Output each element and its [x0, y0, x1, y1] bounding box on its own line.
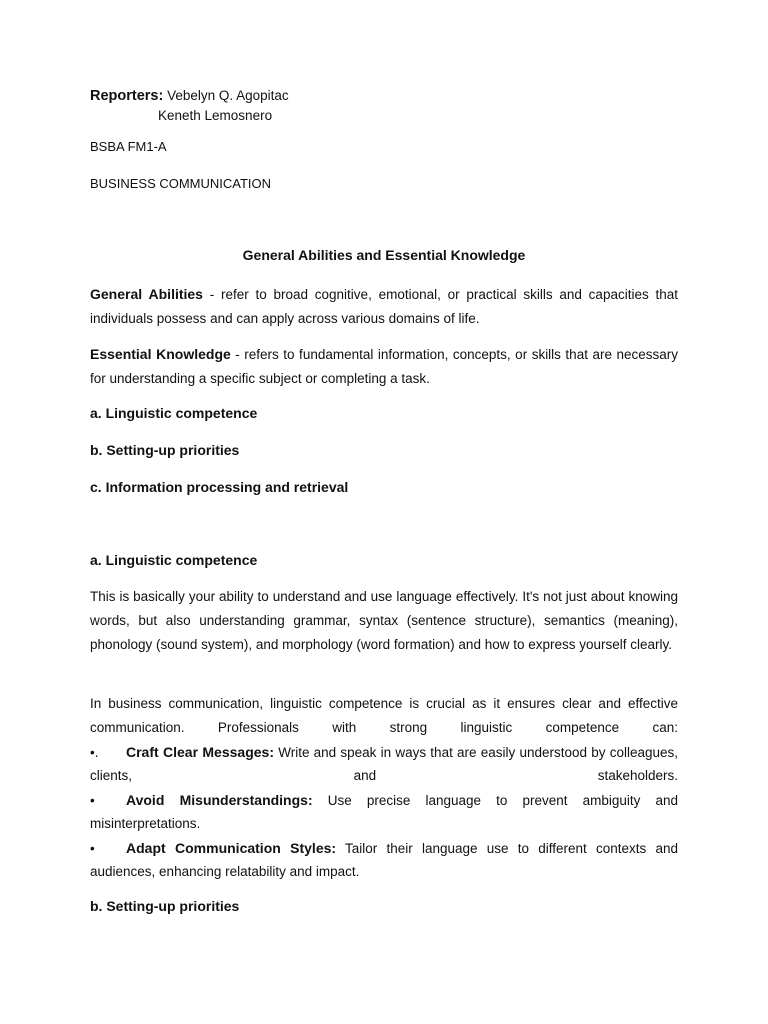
course-section: BSBA FM1-A: [90, 139, 167, 154]
bullet-marker: •: [90, 841, 95, 856]
bullet-item: [90, 740, 678, 764]
bullet-marker: •: [90, 793, 95, 808]
reporter-name-1: Vebelyn Q. Agopitac: [167, 88, 289, 103]
bullet-text: Tailor their language use to different contexts and: [345, 841, 678, 856]
bullet-continuation: audiences, enhancing relatability and impact.: [90, 864, 360, 879]
topic-item: b. Setting-up priorities: [90, 442, 240, 458]
topic-item: c. Information processing and retrieval: [90, 479, 349, 495]
definition-text: - refers to fundamental information, concepts, or skills that are necessary for understanding a specific subject or completing a task.: [90, 347, 678, 386]
definition-term: Essential Knowledge: [90, 346, 231, 362]
intro-line-1: In business communication, linguistic competence is crucial as it ensures clear and effective: [90, 696, 678, 711]
intro-line-2: communication. Professionals with strong linguistic competence can:: [90, 720, 678, 735]
bullet-continuation: misinterpretations.: [90, 816, 201, 831]
reporters-label: Reporters:: [90, 88, 164, 104]
definition-general-abilities: [90, 282, 678, 331]
bullet-marker: •.: [90, 745, 99, 760]
reporter-name-2: Keneth Lemosnero: [158, 108, 273, 123]
bullet-title: Craft Clear Messages:: [126, 744, 274, 760]
bullet-text: Write and speak in ways that are easily understood by colleagues,: [278, 745, 678, 760]
topic-item: a. Linguistic competence: [90, 405, 258, 421]
bullet-continuation: clients, and stakeholders.: [90, 768, 678, 783]
bullet-item: [90, 836, 678, 860]
section-b-heading: b. Setting-up priorities: [90, 898, 240, 914]
section-a-heading: a. Linguistic competence: [90, 552, 258, 568]
reporters-line: [90, 86, 289, 106]
definition-text: - refer to broad cognitive, emotional, or practical skills and capacities that individuals possess and can apply across various domains of life.: [90, 287, 678, 326]
document-title: General Abilities and Essential Knowledge: [242, 247, 526, 263]
definition-essential-knowledge: [90, 342, 678, 391]
bullet-text: Use precise language to prevent ambiguity and: [327, 793, 678, 808]
subject-name: BUSINESS COMMUNICATION: [90, 176, 272, 191]
bullet-title: Adapt Communication Styles:: [126, 840, 337, 856]
bullet-title: Avoid Misunderstandings:: [126, 792, 313, 808]
section-a-paragraph: This is basically your ability to understand and use language effectively. It's not just about knowing words, but also understanding grammar, syntax (sentence structure), semantics (meaning), phonology (sound system), and morphology (word formation) and how to express yourself clearly.: [90, 589, 678, 652]
section-a-business-paragraph: [90, 692, 678, 884]
bullet-item: [90, 788, 678, 812]
definition-term: General Abilities: [90, 286, 203, 302]
